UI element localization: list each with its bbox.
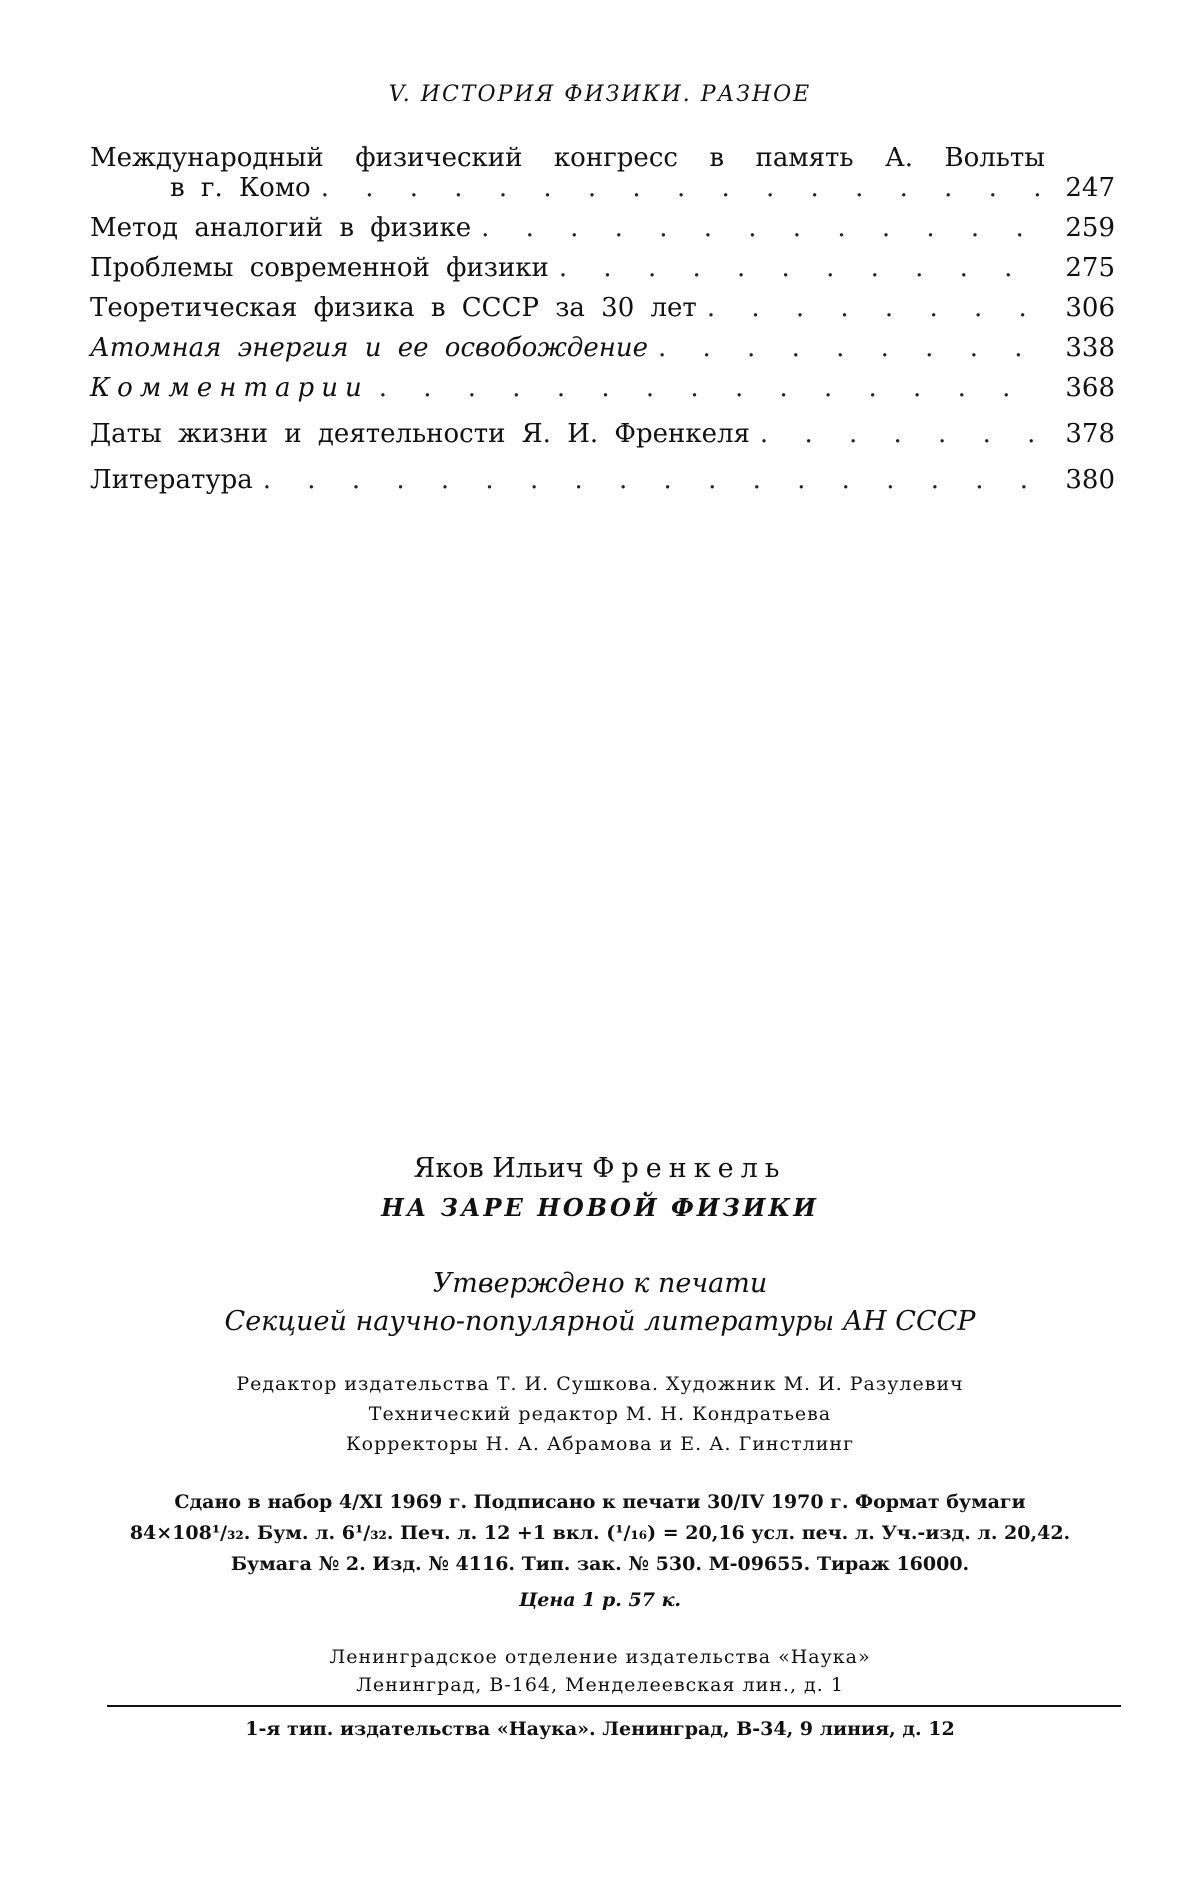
author-surname: Френкель	[592, 1153, 787, 1184]
toc-entry	[90, 293, 1115, 333]
price: Цена 1 р. 57 к.	[518, 1589, 682, 1611]
toc-entry	[90, 143, 1115, 213]
toc-page-number: 275	[1065, 253, 1115, 283]
toc-entry-title-continued: в г. Комо	[170, 173, 311, 203]
printer-line: 1-я тип. издательства «Наука». Ленинград, В-34, 9 линия, д. 12	[245, 1718, 955, 1740]
toc-page-number: 306	[1065, 293, 1115, 323]
leader-dots	[481, 213, 1045, 243]
toc-entry-title: Метод аналогий в физике	[90, 213, 472, 243]
toc-page-number: 259	[1065, 213, 1115, 243]
technical-editor-credit: Технический редактор М. Н. Кондратьева	[368, 1403, 832, 1425]
toc-entry	[90, 213, 1115, 253]
toc-entry-title: Комментарии	[90, 373, 369, 403]
publisher-address: Ленинград, В-164, Менделеевская лин., д. 1	[356, 1674, 844, 1696]
leader-dots	[707, 293, 1045, 323]
print-details-line: Бумага № 2. Изд. № 4116. Тип. зак. № 530. М-09655. Тираж 16000.	[230, 1553, 970, 1575]
toc-page-number: 378	[1065, 419, 1115, 449]
toc-page-number: 380	[1065, 465, 1115, 495]
leader-dots	[559, 253, 1045, 283]
leader-dots	[379, 373, 1045, 403]
book-title: НА ЗАРЕ НОВОЙ ФИЗИКИ	[381, 1193, 819, 1222]
leader-dots	[321, 173, 1045, 203]
print-details-line: 84×108¹/₃₂. Бум. л. 6¹/₃₂. Печ. л. 12 +1 вкл. (¹/₁₆) = 20,16 усл. печ. л. Уч.-изд. л. 20,42.	[129, 1522, 1071, 1544]
toc-entry	[90, 373, 1115, 419]
toc-entry-title: Теоретическая физика в СССР за 30 лет	[90, 293, 697, 323]
toc-entry-title: Международный физический конгресс в память А. Вольты	[90, 143, 1045, 173]
toc-page-number: 247	[1065, 173, 1115, 203]
toc-entry-title: Даты жизни и деятельности Я. И. Френкеля	[90, 419, 750, 449]
leader-dots	[263, 465, 1045, 495]
approval-body: Секцией научно-популярной литературы АН СССР	[224, 1306, 976, 1337]
toc-page-number: 368	[1065, 373, 1115, 403]
leader-dots	[760, 419, 1045, 449]
publisher-name: Ленинградское отделение издательства «Наука»	[329, 1646, 871, 1668]
author-first-names: Яков Ильич	[413, 1153, 584, 1184]
toc-page-number: 338	[1065, 333, 1115, 363]
section-title: V. ИСТОРИЯ ФИЗИКИ. РАЗНОЕ	[388, 82, 812, 107]
author-name	[0, 1153, 1200, 1184]
proofreaders-credit: Корректоры Н. А. Абрамова и Е. А. Гинстлинг	[345, 1433, 855, 1455]
divider	[107, 1705, 1121, 1707]
approval-line: Утверждено к печати	[432, 1268, 768, 1299]
print-details-line: Сдано в набор 4/XI 1969 г. Подписано к печати 30/IV 1970 г. Формат бумаги	[174, 1491, 1026, 1513]
editor-credit: Редактор издательства Т. И. Сушкова. Художник М. И. Разулевич	[236, 1373, 964, 1395]
toc-entry	[90, 333, 1115, 373]
leader-dots	[658, 333, 1045, 363]
toc-entry-title: Проблемы современной физики	[90, 253, 549, 283]
toc-entry-title: Литература	[90, 465, 253, 495]
toc-entry-title: Атомная энергия и ее освобождение	[90, 333, 648, 363]
toc-entry	[90, 465, 1115, 505]
table-of-contents	[90, 143, 1115, 505]
toc-entry	[90, 253, 1115, 293]
toc-entry	[90, 419, 1115, 465]
